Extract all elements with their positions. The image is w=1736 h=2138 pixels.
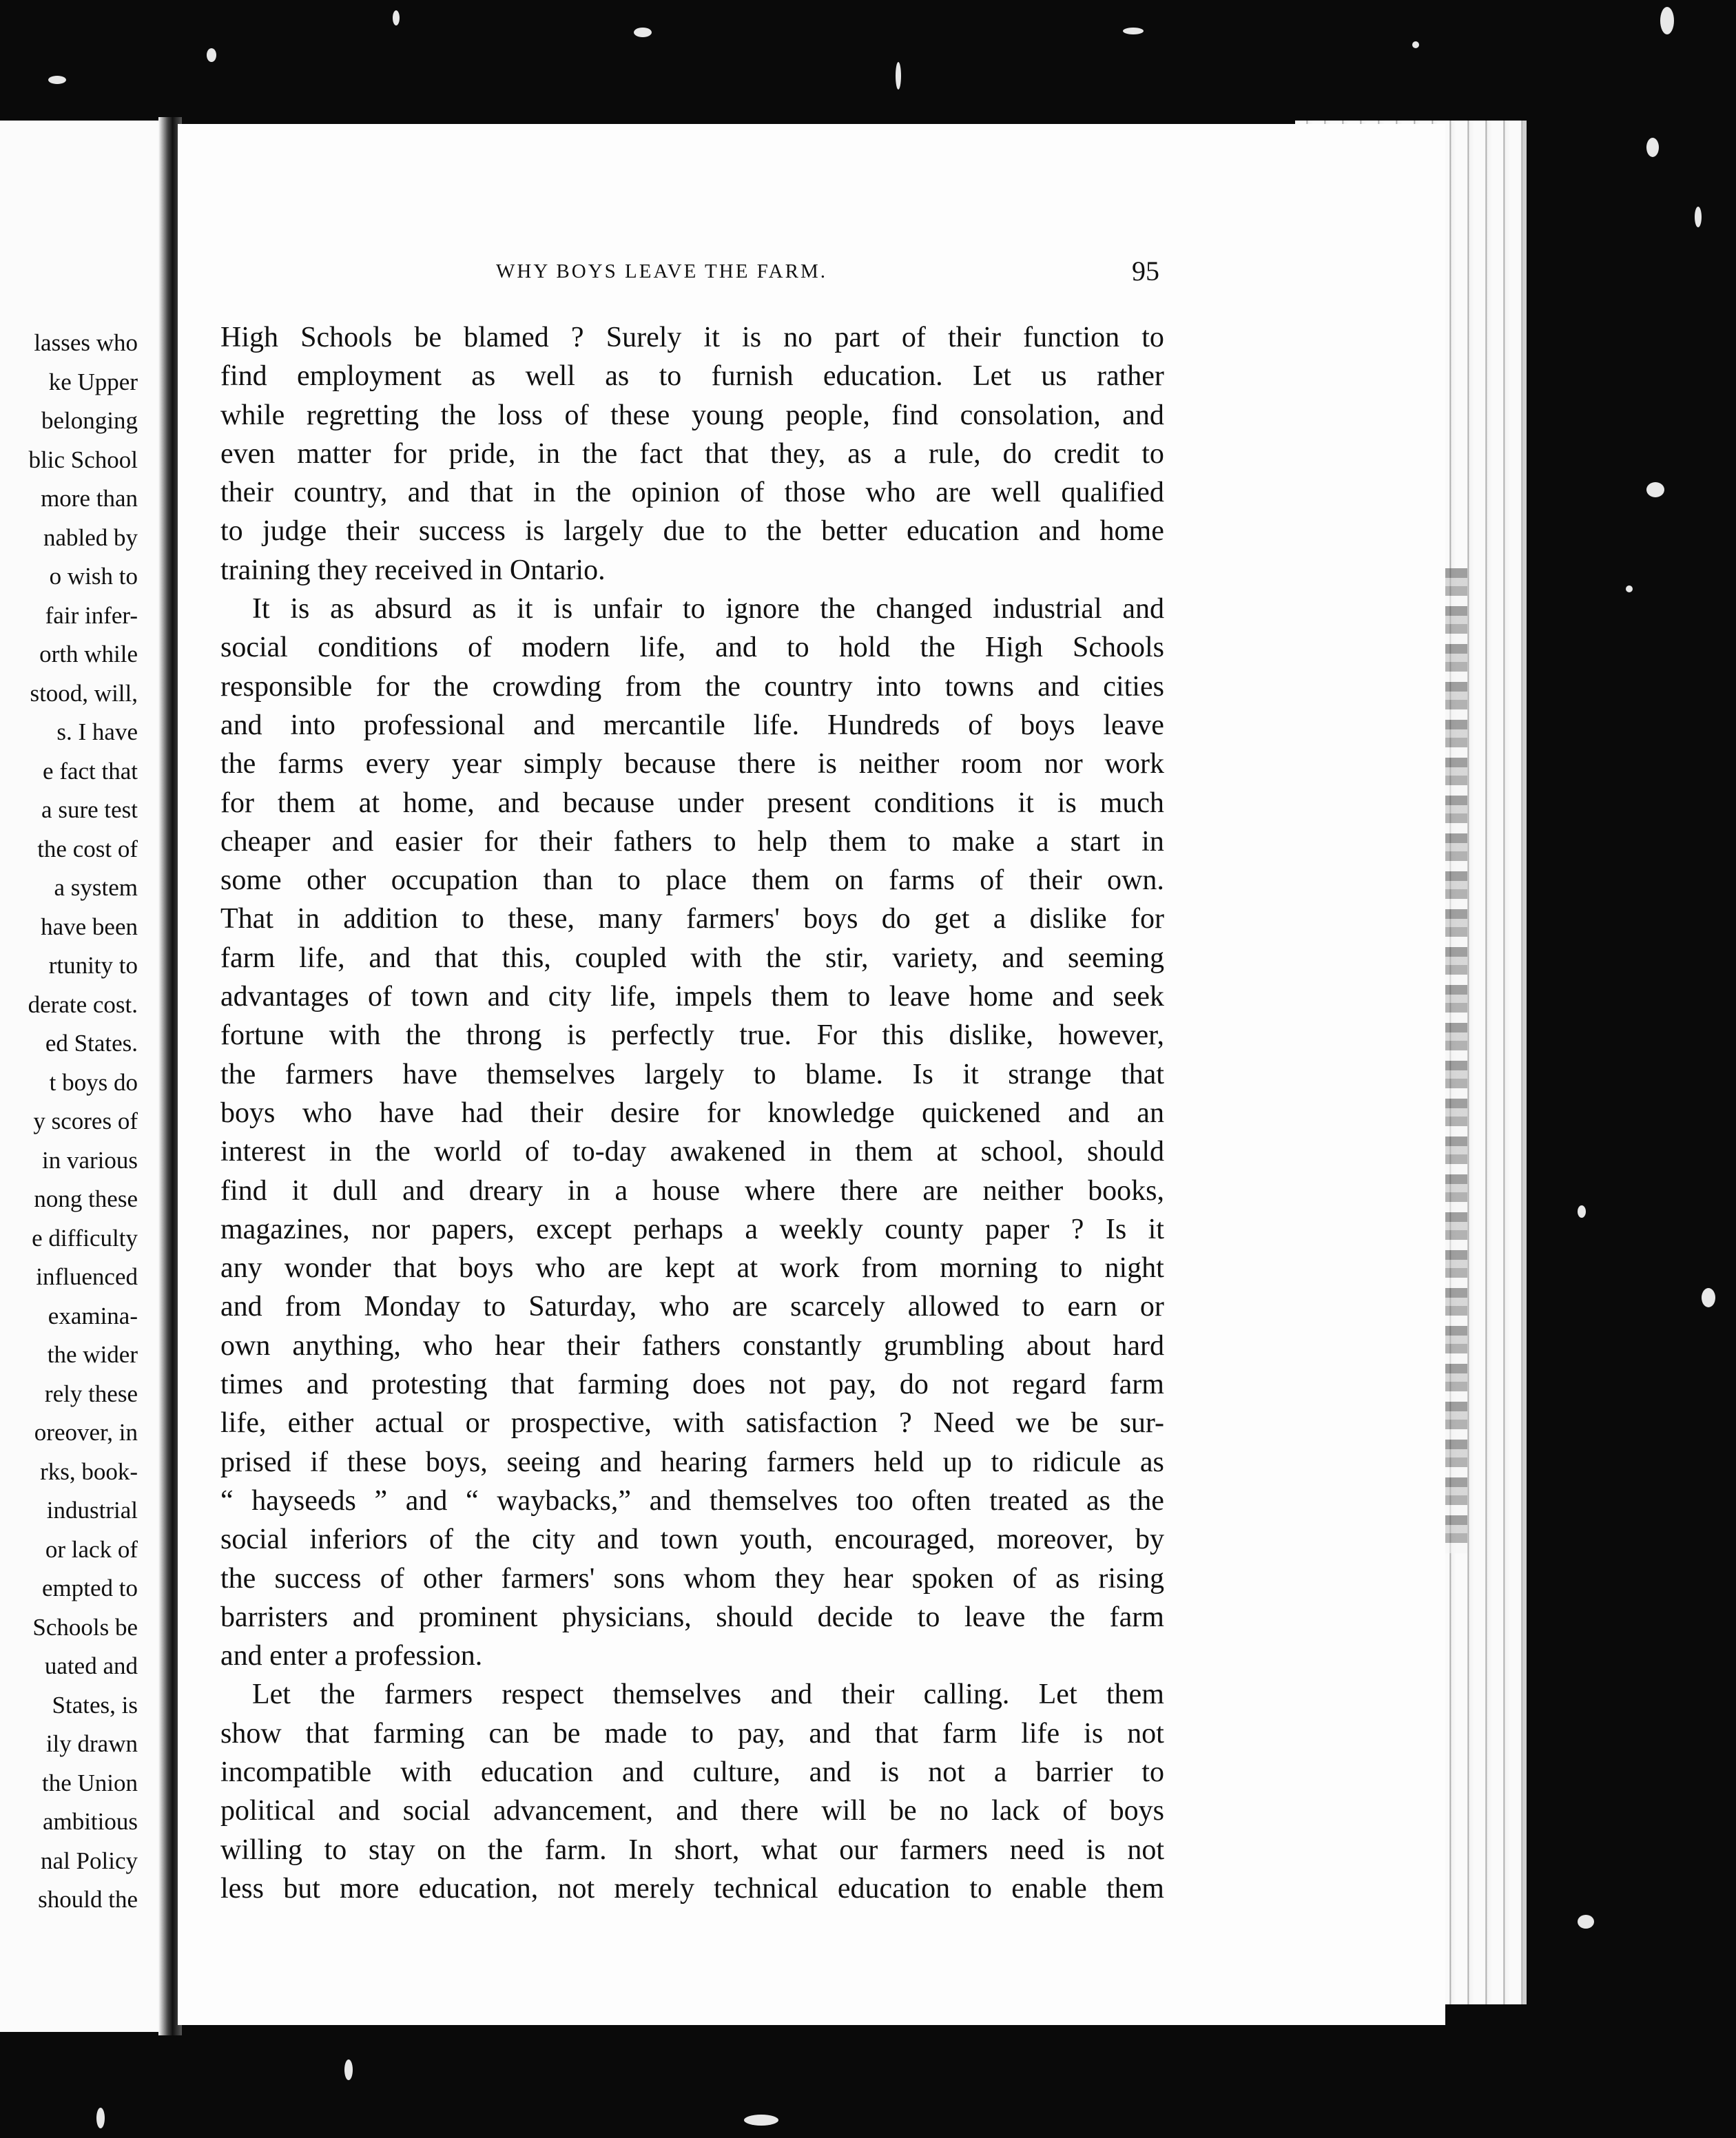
left-page-line: in various [41, 1146, 138, 1174]
text-line: responsible for the crowding from the country into towns and cities [220, 670, 1164, 703]
text-line: their country, and that in the opinion of those who are well qualified [220, 477, 1164, 509]
dust-speck [1578, 1205, 1586, 1218]
dust-speck [393, 10, 400, 25]
dust-speck [1646, 138, 1659, 157]
left-page-line: t boys do [49, 1068, 138, 1096]
text-line: and enter a profession. [220, 1640, 483, 1672]
text-line: find employment as well as to furnish education. Let us rather [220, 360, 1164, 393]
text-line: interest in the world of to-day awakened in them at school, should [220, 1136, 1164, 1168]
dust-speck [896, 62, 901, 90]
dust-speck [96, 2108, 105, 2128]
left-page-line: fair infer- [45, 601, 138, 629]
dust-speck [1412, 41, 1419, 48]
left-page-line: nong these [34, 1185, 138, 1212]
text-line: find it dull and dreary in a house where there are neither books, [220, 1174, 1164, 1207]
text-line: barristers and prominent physicians, should decide to leave the farm [220, 1601, 1164, 1633]
dust-speck [1578, 1915, 1594, 1929]
left-page-line: belonging [41, 407, 138, 434]
text-line: willing to stay on the farm. In short, what our farmers need is not [220, 1834, 1164, 1866]
left-page-line: blic School [28, 446, 138, 473]
text-line: the farmers have themselves largely to blame. Is it strange that [220, 1058, 1164, 1090]
left-page-line: orth while [39, 641, 138, 667]
text-line: It is as absurd as it is unfair to ignore the changed industrial and [252, 593, 1164, 625]
left-page-line: States, is [52, 1691, 138, 1719]
left-page-line: nabled by [43, 523, 138, 551]
text-line: advantages of town and city life, impels them to leave home and seek [220, 981, 1164, 1013]
text-line: life, either actual or prospective, with satisfaction ? Need we be sur- [220, 1407, 1164, 1440]
dust-speck [48, 76, 66, 84]
left-page-text [0, 324, 138, 1920]
text-line: for them at home, and because under present conditions it is much [220, 787, 1164, 819]
text-line: magazines, nor papers, except perhaps a weekly county paper ? Is it [220, 1213, 1164, 1245]
left-page-line: e difficulty [32, 1224, 138, 1252]
left-page-line: lasses who [34, 329, 138, 356]
left-page-line: Schools be [32, 1613, 138, 1641]
text-line: prised if these boys, seeing and hearing farmers held up to ridicule as [220, 1446, 1164, 1478]
text-line: and into professional and mercantile life. Hundreds of boys leave [220, 709, 1164, 741]
left-page-line: influenced [36, 1263, 138, 1290]
text-line: “ hayseeds ” and “ waybacks,” and themselves too often treated as the [220, 1484, 1164, 1517]
text-line: and from Monday to Saturday, who are scarcely allowed to earn or [220, 1291, 1164, 1323]
left-page-line: the cost of [37, 835, 138, 862]
text-line: the farms every year simply because there is neither room nor work [220, 748, 1164, 780]
text-line: That in addition to these, many farmers' boys do get a dislike for [220, 903, 1164, 935]
left-page-line: examina- [48, 1302, 138, 1329]
text-line: less but more education, not merely technical education to enable them [220, 1872, 1164, 1905]
running-head: WHY BOYS LEAVE THE FARM. [496, 260, 827, 282]
dust-speck [344, 2059, 353, 2080]
left-page-line: have been [41, 913, 138, 940]
left-page-line: ed States. [45, 1030, 138, 1057]
text-line: political and social advancement, and there will be no lack of boys [220, 1795, 1164, 1827]
left-page-line: ambitious [42, 1808, 138, 1835]
left-page [0, 121, 174, 2032]
text-line: boys who have had their desire for knowledge quickened and an [220, 1097, 1164, 1129]
left-page-line: uated and [44, 1652, 138, 1679]
left-page-line: rks, book- [40, 1457, 138, 1485]
body-text [220, 318, 1164, 1908]
left-page-line: rely these [44, 1380, 138, 1407]
text-line: the success of other farmers' sons whom they hear spoken of as rising [220, 1562, 1164, 1595]
left-page-line: a system [54, 874, 138, 901]
left-page-line: oreover, in [34, 1419, 138, 1446]
dust-speck [1695, 207, 1702, 227]
dust-speck [1646, 482, 1664, 497]
text-line: training they received in Ontario. [220, 554, 606, 586]
page-number: 95 [1132, 256, 1159, 287]
text-line: social inferiors of the city and town youth, encouraged, moreover, by [220, 1524, 1164, 1556]
left-page-line: or lack of [45, 1535, 138, 1563]
dust-speck [1626, 585, 1633, 592]
left-page-line: o wish to [49, 563, 138, 590]
dust-speck [1660, 7, 1674, 34]
dust-speck [744, 2115, 778, 2126]
dust-speck [634, 28, 652, 37]
left-page-line: stood, will, [30, 679, 138, 707]
left-page-line: nal Policy [41, 1847, 138, 1874]
text-line: some other occupation than to place them on farms of their own. [220, 864, 1164, 897]
text-line: even matter for pride, in the fact that they, as a rule, do credit to [220, 437, 1164, 470]
dust-speck [1702, 1288, 1715, 1307]
dust-speck [207, 48, 216, 62]
left-page-line: the wider [47, 1341, 138, 1368]
text-line: times and protesting that farming does not pay, do not regard farm [220, 1369, 1164, 1401]
left-page-line: empted to [42, 1575, 138, 1601]
left-page-line: s. I have [56, 718, 138, 745]
text-line: High Schools be blamed ? Surely it is no part of their function to [220, 322, 1164, 353]
left-page-line: e fact that [43, 757, 138, 785]
text-line: fortune with the throng is perfectly true. For this dislike, however, [220, 1019, 1164, 1052]
left-page-line: ily drawn [45, 1730, 138, 1757]
left-page-line: should the [38, 1886, 138, 1913]
text-line: Let the farmers respect themselves and their calling. Let them [252, 1679, 1164, 1711]
text-line: social conditions of modern life, and to hold the High Schools [220, 632, 1164, 664]
left-page-line: the Union [41, 1769, 138, 1796]
text-line: cheaper and easier for their fathers to help them to make a start in [220, 825, 1164, 858]
text-line: farm life, and that this, coupled with the stir, variety, and seeming [220, 942, 1164, 974]
left-page-line: ke Upper [48, 368, 138, 395]
left-page-line: derate cost. [28, 990, 138, 1018]
text-line: any wonder that boys who are kept at work from morning to night [220, 1252, 1164, 1285]
text-line: incompatible with education and culture, and is not a barrier to [220, 1756, 1164, 1788]
text-line: show that farming can be made to pay, and that farm life is not [220, 1717, 1164, 1750]
left-page-line: industrial [46, 1497, 138, 1524]
text-line: own anything, who hear their fathers constantly grumbling about hard [220, 1329, 1164, 1362]
text-line: while regretting the loss of these young people, find consolation, and [220, 399, 1164, 431]
left-page-line: y scores of [33, 1108, 138, 1134]
text-line: to judge their success is largely due to the better education and home [220, 515, 1164, 548]
left-page-line: more than [41, 485, 138, 512]
dust-speck [1123, 28, 1144, 34]
left-page-line: rtunity to [48, 952, 138, 979]
left-page-line: a sure test [41, 796, 138, 823]
